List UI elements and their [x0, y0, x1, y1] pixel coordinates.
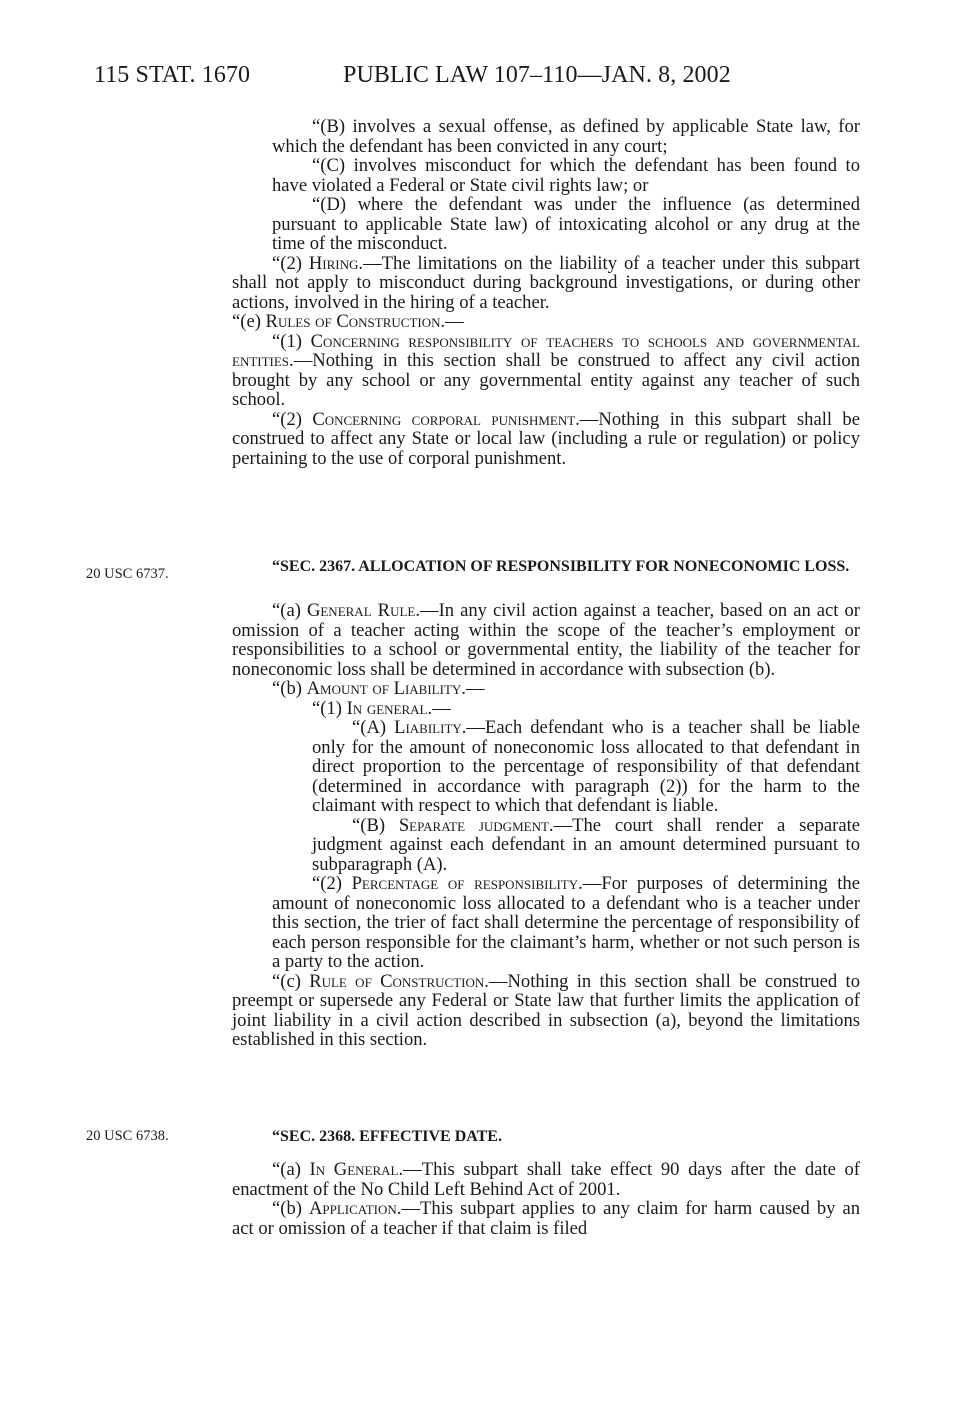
body: .— — [427, 697, 451, 719]
paragraph-b1-heading — [232, 699, 860, 719]
subparagraph-a-liability — [232, 718, 860, 816]
margin-note-usc-6737: 20 USC 6737. — [86, 566, 169, 582]
body: .— — [461, 678, 485, 699]
body: .—In any civil action against a teacher, based on an act or omission of a teacher acting within the scope of the teacher’s employment or responsibilities to a school or governmental entity, the liability of the teacher for noneconomic loss shall be determined in accordance with subsection (b). — [232, 600, 860, 680]
heading: Application — [308, 1198, 397, 1219]
page-header — [94, 62, 854, 92]
heading: In General — [309, 1159, 399, 1180]
section-2367-heading: “SEC. 2367. ALLOCATION OF RESPONSIBILITY FOR NONECONOMIC LOSS. — [272, 558, 850, 575]
paragraph-b2-percentage — [232, 874, 860, 972]
public-law-citation: PUBLIC LAW 107–110—JAN. 8, 2002 — [343, 62, 731, 88]
body: .—The court shall render a separate judgment against each defendant in an amount determined pursuant to subparagraph (A). — [312, 814, 860, 875]
body: .—Nothing in this subpart shall be construed to affect any State or local law (including a rule or regulation) or policy pertaining to the use of corporal punishment. — [232, 408, 860, 469]
subsection-c-rule-of-construction — [232, 972, 860, 1050]
paragraph-c-civil-rights: “(C) involves misconduct for which the defendant has been found to have violated a Federal or State civil rights law; or — [272, 155, 860, 196]
block-section-2367 — [232, 601, 860, 1050]
body: .—This subpart applies to any claim for harm caused by an act or omission of a teacher if that claim is filed — [232, 1198, 860, 1239]
num: “(2) — [272, 408, 313, 430]
body: .—The limitations on the liability of a teacher under this subpart shall not apply to misconduct during background investigations, or during other actions, involved in the hiring of a teacher. — [232, 252, 860, 313]
paragraph-2-hiring — [232, 254, 860, 313]
section-2368-heading: “SEC. 2368. EFFECTIVE DATE. — [272, 1128, 502, 1145]
num: “(1) — [272, 330, 311, 352]
heading: Rules of Construction — [265, 311, 441, 332]
heading: Hiring — [308, 252, 359, 274]
body: .—Nothing in this section shall be construed to affect any civil action brought by any school or any governmental entity against any teacher of such school. — [232, 350, 860, 410]
heading: In general — [346, 697, 428, 719]
heading: General Rule — [306, 600, 416, 621]
num: “(b) — [272, 1198, 309, 1219]
num: “(a) — [272, 1159, 310, 1180]
subsection-b-application — [232, 1199, 860, 1238]
num: “(A) — [352, 717, 395, 738]
paragraph-e2-corporal-punishment — [232, 410, 860, 469]
subparagraph-b-separate-judgment — [232, 816, 860, 875]
subsection-e-heading — [232, 312, 860, 332]
block-continuation — [232, 117, 860, 468]
body: .— — [440, 311, 464, 332]
heading: Concerning corporal punishment — [312, 408, 576, 430]
heading: Rule of Construction — [309, 970, 485, 992]
body: .—For purposes of determining the amount of noneconomic loss allocated to a defendant who is a teacher under this section, the trier of fact shall determine the percentage of responsibility of each person responsible for the claimant’s harm, whether or not such person is a party to the action. — [272, 873, 860, 972]
heading: Amount of Liability — [306, 678, 462, 699]
num: “(c) — [272, 970, 310, 992]
heading: Percentage of responsibility — [351, 873, 579, 894]
paragraph-d-intoxication: “(D) where the defendant was under the influence (as determined pursuant to applicable State law) of intoxicating alcohol or any drug at the time of the misconduct. — [272, 194, 860, 254]
num: “(2) — [312, 873, 352, 894]
paragraph-e1-schools — [232, 332, 860, 410]
body: .—Nothing in this section shall be construed to preempt or supersede any Federal or State law that further limits the application of joint liability in a civil action described in subsection (a), beyond the limitations established in this section. — [232, 970, 860, 1050]
heading: Liability — [394, 717, 462, 738]
block-section-2368 — [232, 1160, 860, 1238]
body: .—Each defendant who is a teacher shall be liable only for the amount of noneconomic loss allocated to that defendant in direct proportion to the percentage of responsibility of that defendant (determined in accordance with paragraph (2)) for the harm to the claimant with respect to which that defendant is liable. — [312, 717, 860, 816]
num: “(a) — [272, 600, 307, 621]
subsection-a-in-general — [232, 1160, 860, 1199]
num: “(2) — [272, 252, 309, 274]
margin-note-usc-6738: 20 USC 6738. — [86, 1128, 169, 1144]
heading: Separate judgment — [398, 814, 549, 836]
heading: Concerning responsibility of teachers to schools and governmental entities — [232, 330, 860, 371]
num: “(b) — [272, 678, 307, 699]
num: “(1) — [312, 697, 347, 719]
subsection-a-general-rule — [232, 601, 860, 679]
body: .—This subpart shall take effect 90 days after the date of enactment of the No Child Left Behind Act of 2001. — [232, 1159, 860, 1200]
num: “(e) — [232, 311, 266, 332]
stat-page-number: 115 STAT. 1670 — [94, 62, 251, 88]
paragraph-b-sexual-offense: “(B) involves a sexual offense, as defined by applicable State law, for which the defendant has been convicted in any court; — [272, 116, 860, 157]
num: “(B) — [352, 814, 399, 836]
subsection-b-heading — [232, 679, 860, 699]
